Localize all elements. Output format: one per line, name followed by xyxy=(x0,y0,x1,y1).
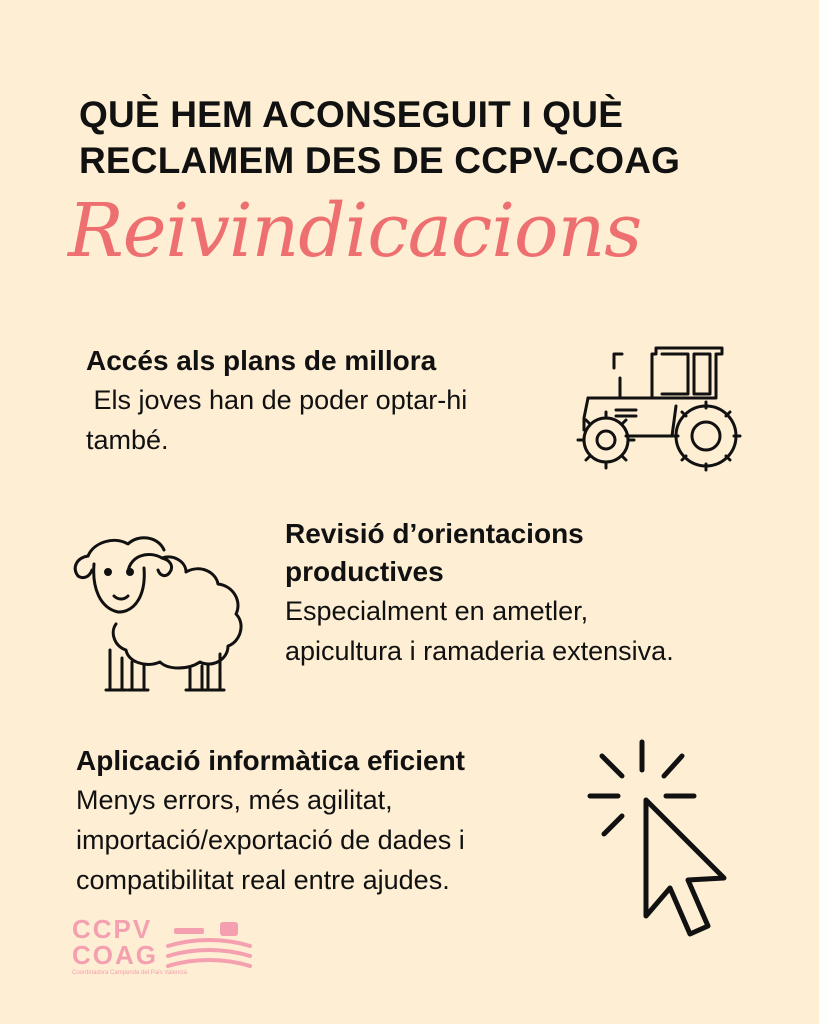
logo-line-1: CCPV xyxy=(72,914,153,944)
item-orientacions xyxy=(285,515,785,671)
item-desc-line: Especialment en ametler, xyxy=(285,596,589,626)
item-desc-line: compatibilitat real entre ajudes. xyxy=(76,865,450,895)
item-aplicacio xyxy=(76,742,596,900)
item-desc-line: Menys errors, més agilitat, xyxy=(76,785,393,815)
item-desc-line: apicultura i ramaderia extensiva. xyxy=(285,636,674,666)
item-desc-line: importació/exportació de dades i xyxy=(76,825,465,855)
logo xyxy=(72,916,262,980)
logo-tagline: Coordinadora Camperola del País Valencià xyxy=(72,970,187,976)
item-title: Accés als plans de millora xyxy=(86,345,437,376)
logo-line-2: COAG xyxy=(72,940,158,970)
script-title: Reivindicacions xyxy=(68,188,642,274)
header xyxy=(79,92,759,184)
tractor-icon xyxy=(576,340,746,472)
item-desc-line: també. xyxy=(86,425,169,455)
header-line-1: QUÈ HEM ACONSEGUIT I QUÈ xyxy=(79,94,624,135)
field-icon xyxy=(164,916,254,968)
item-title: Revisió d’orientacions xyxy=(285,518,584,549)
item-desc-line: Els joves han de poder optar-hi xyxy=(86,385,468,415)
sheep-icon xyxy=(70,528,248,696)
cursor-click-icon xyxy=(586,738,746,946)
item-plans-millora xyxy=(86,342,566,460)
header-line-2: RECLAMEM DES DE CCPV-COAG xyxy=(79,140,681,181)
item-title: productives xyxy=(285,556,444,587)
item-title: Aplicació informàtica eficient xyxy=(76,745,465,776)
